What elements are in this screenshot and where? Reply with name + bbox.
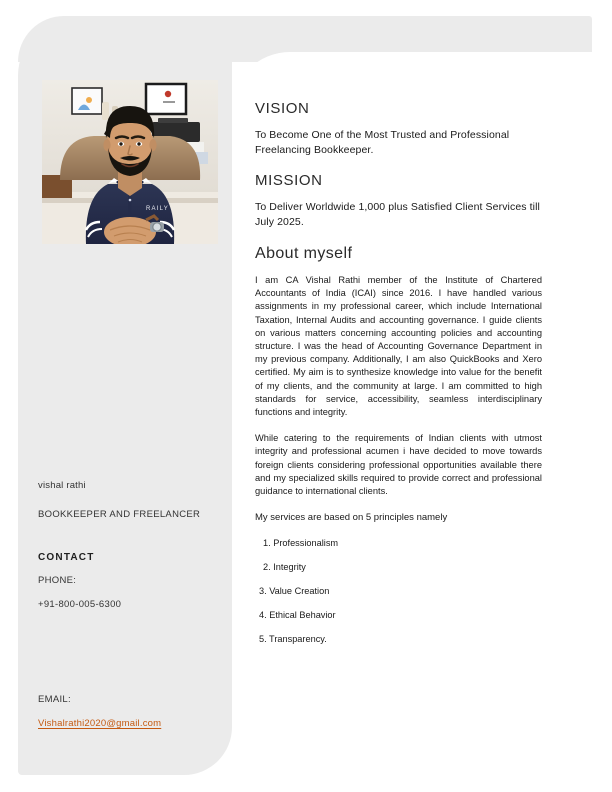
vision-heading: VISION	[255, 100, 310, 117]
about-paragraph-2: While catering to the requirements of Indian clients with utmost integrity and professional acumen i have decided to move towards foreign clients considering professional opportunities available there and my specialized skills required to provide correct and professional guidance to international clients.	[255, 433, 542, 497]
vision-text: To Become One of the Most Trusted and Professional Freelancing Bookkeeper.	[255, 129, 510, 156]
principle-item: 2. Integrity	[263, 562, 306, 573]
about-paragraph-1: I am CA Vishal Rathi member of the Institute of Chartered Accountants of India (ICAI) since 2016. I have handled various assignments in my professional career, which include International Taxation, Internal Audits and accounting governance. I guide clients on various matters concerning accounting policies and accounting structure. I was the head of Accounting Governance Department in my previous company. Additionally, I am also QuickBooks and Xero certified. My aim is to synthesize knowledge into value for the benefit of my clients, and the community at large. I am committed to high standards for service, accessibility, seamless interdisciplinary functions and integrity.	[255, 275, 542, 418]
phone-number[interactable]: +91-800-005-6300	[38, 599, 122, 610]
principle-item: 1. Professionalism	[263, 538, 339, 549]
principle-item: 5. Transparency.	[259, 634, 327, 645]
profile-photo-image	[42, 80, 218, 244]
candidate-name: vishal rathi	[38, 480, 86, 491]
principles-intro: My services are based on 5 principles namely	[255, 512, 448, 524]
sidebar-identity	[38, 480, 218, 520]
main-content	[255, 100, 542, 657]
svg-text:RAILY: RAILY	[146, 206, 169, 212]
principle-item: 4. Ethical Behavior	[259, 610, 336, 621]
contact-heading: CONTACT	[38, 552, 95, 563]
mission-text: To Deliver Worldwide 1,000 plus Satisfied Client Services till July 2025.	[255, 201, 540, 228]
profile-photo	[42, 80, 218, 244]
candidate-role: BOOKKEEPER AND FREELANCER	[38, 509, 201, 520]
phone-label: PHONE:	[38, 575, 77, 586]
about-heading: About myself	[255, 245, 353, 262]
email-label: EMAIL:	[38, 694, 71, 705]
principle-item: 3. Value Creation	[259, 586, 330, 597]
email-link[interactable]: Vishalrathi2020@gmail.com	[38, 718, 162, 729]
mission-heading: MISSION	[255, 172, 323, 189]
